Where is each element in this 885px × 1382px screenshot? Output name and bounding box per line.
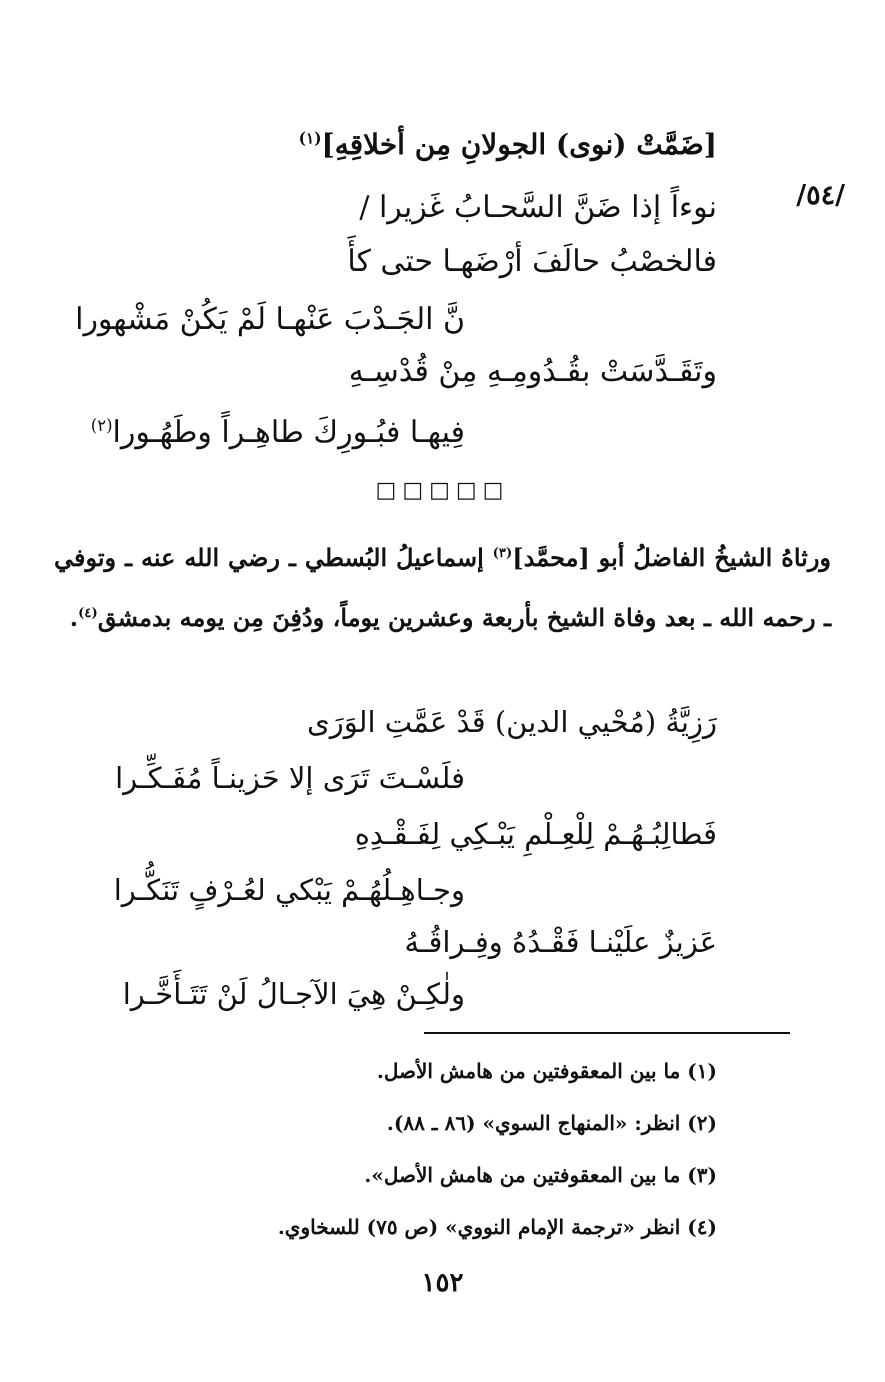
section-divider-ornament: □□□□□ xyxy=(375,478,510,503)
footnote-ref-4: (٤) xyxy=(78,606,98,621)
poem2-line1: رَزِيَّةُ (مُحْيي الدين) قَدْ عَمَّتِ الوَرَى xyxy=(307,705,717,739)
prose-paragraph xyxy=(54,526,831,646)
manuscript-folio-marker: /٥٤/ xyxy=(796,180,845,211)
poem2-line6: ولٰكِـنْ هِيَ الآجـالُ لَنْ تَتَـأَخَّـرا xyxy=(122,977,465,1011)
footnote-4: (٤) انظر «ترجمة الإمام النووي» (ص ٧٥) للسخاوي. xyxy=(277,1215,717,1239)
footnote-ref-1: (١) xyxy=(298,129,322,148)
poem1-line2-first-hemistich: نَّ الجَـدْبَ عَنْهـا لَمْ يَكُنْ مَشْهورا xyxy=(75,302,465,337)
page-number: ١٥٢ xyxy=(421,1268,464,1298)
poem1-line3-hemistich xyxy=(91,404,465,455)
poem1-line1-second-hemistich: فالخصْبُ حالَفَ أرْضَهـا حتى كأَ xyxy=(347,244,717,279)
footnote-ref-3: (٣) xyxy=(492,546,513,561)
prose-text-part2: إسماعيلُ البُسطي ـ رضي الله عنه ـ وتوفي ـ رحمه الله ـ بعد وفاة الشيخ بأربعة وعشرين يوماً، ودُفِنَ مِن يومه بدمشق xyxy=(54,543,831,632)
footnote-2: (٢) انظر: «المنهاج السوي» (٨٦ ـ ٨٨). xyxy=(386,1111,717,1135)
heading-text: [ضَمَّتْ (نوى) الجولانِ مِن أخلاقِهِ] xyxy=(321,128,717,161)
footnote-ref-2: (٢) xyxy=(90,416,113,435)
prose-end: . xyxy=(69,603,79,632)
poem2-line5: عَزيزٌ علَيْنـا فَقْـدُهُ وفِـراقُـهُ xyxy=(404,925,717,959)
poem2-line3: فَطالِبُـهُـمْ لِلْعِـلْمِ يَبْـكِي لِفَـقْـدِهِ xyxy=(354,817,717,851)
bracketed-heading xyxy=(299,128,717,161)
poem1-line2-second-hemistich: وتَقَـدَّسَتْ بقُـدُومِـهِ مِنْ قُدْسِـهِ xyxy=(348,354,717,389)
poem1-line1-first-hemistich: نوءاً إذا ضَنَّ السَّحـابُ غَزيرا / xyxy=(359,190,717,225)
poem2-line4: وجـاهِـلُهُـمْ يَبْكي لعُـرْفٍ تَنَكُّـرا xyxy=(113,873,465,907)
poem1-line3-text: فِيهـا فبُـورِكَ طاهِـراً وطَهُـورا xyxy=(112,415,465,450)
poem2-line2: فلَسْـتَ تَرَى إلا حَزينـاً مُفَـكِّـرا xyxy=(115,761,465,795)
footnote-separator-rule xyxy=(424,1032,790,1034)
prose-text-part1: ورثاهُ الشيخُ الفاضلُ أبو [محمَّد] xyxy=(512,543,831,572)
footnote-1: (١) ما بين المعقوفتين من هامش الأصل. xyxy=(376,1059,717,1083)
footnote-3: (٣) ما بين المعقوفتين من هامش الأصل». xyxy=(364,1163,717,1187)
footnotes-list xyxy=(278,1054,717,1262)
